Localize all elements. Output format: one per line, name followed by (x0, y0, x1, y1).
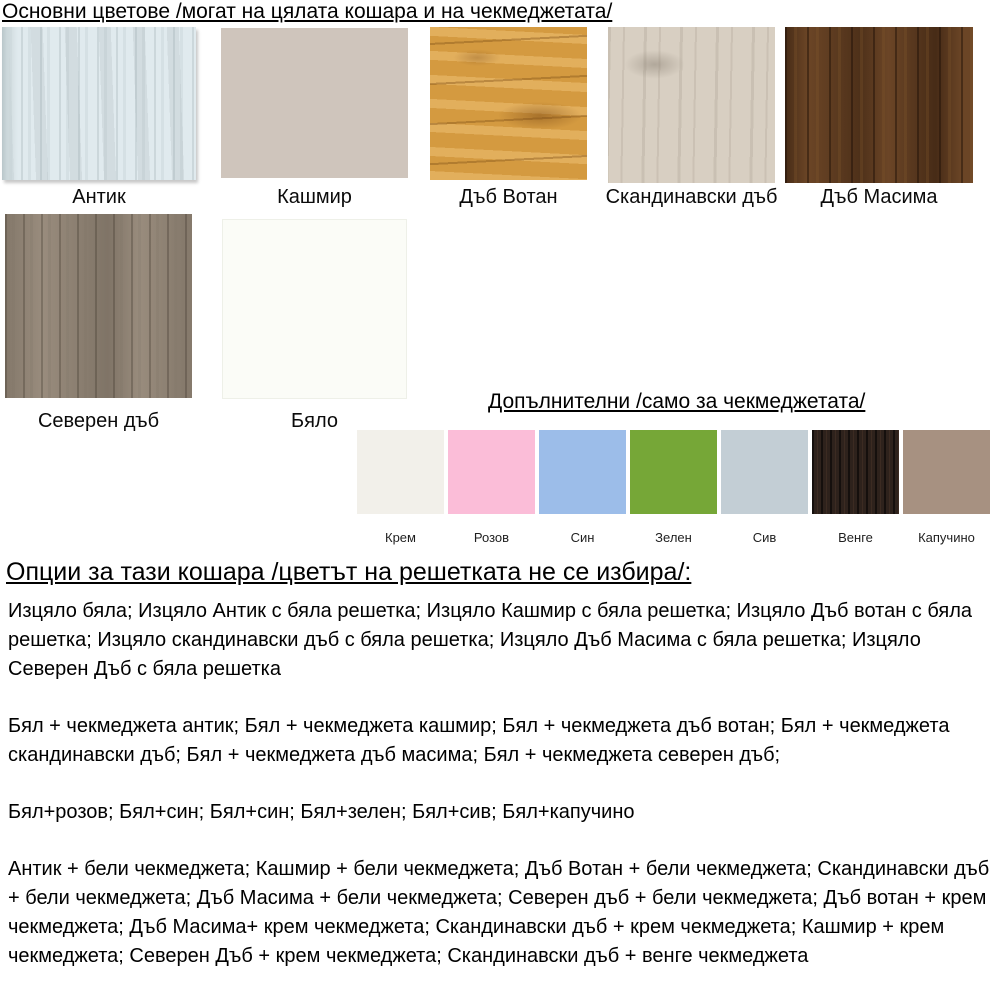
options-paragraph-1: Изцяло бяла; Изцяло Антик с бяла решетка; Изцяло Кашмир с бяла решетка; Изцяло Дъб вотан с бяла решетка; Изцяло скандинавски дъб с бяла решетка; Изцяло Дъб Масима с бяла решетка; Изцяло Северен Дъб с бяла решетка (8, 600, 972, 680)
main-swatch-bialo (222, 219, 407, 399)
additional-swatch-krem (357, 430, 444, 514)
main-colors-heading: Основни цветове /могат на цялата кошара и на чекмеджетата/ (2, 0, 613, 23)
main-swatch-votan (430, 27, 587, 180)
options-paragraph-3: Бял+розов; Бял+син; Бял+син; Бял+зелен; Бял+сив; Бял+капучино (8, 801, 635, 823)
additional-swatch-label-krem: Крем (385, 530, 416, 545)
additional-swatch-label-rozov: Розов (473, 530, 510, 545)
options-paragraph-4: Антик + бели чекмеджета; Кашмир + бели чекмеджета; Дъб Вотан + бели чекмеджета; Скандинавски дъб + бели чекмеджета; Дъб Масима + бели чекмеджета; Северен дъб + бели чекмеджета; Дъб вотан + крем чекмеджета; Дъб Масима+ крем чекмеджета; Скандинавски дъб + крем чекмеджета; Кашмир + крем чекмеджета; Северен Дъб + крем чекмеджета; Скандинавски дъб + венге чекмеджета (8, 858, 990, 967)
additional-swatch-label-zelen: Зелен (655, 530, 692, 545)
main-swatch-label-votan: Дъб Вотан (459, 186, 558, 208)
additional-swatch-label-siv: Сив (752, 530, 777, 545)
additional-swatch-venge (812, 430, 899, 514)
additional-swatch-label-sin: Син (570, 530, 595, 545)
main-swatch-kashmir (221, 28, 408, 178)
additional-swatch-label-venge: Венге (838, 530, 873, 545)
main-swatch-label-antik: Антик (72, 186, 126, 208)
main-swatch-scandi (608, 27, 775, 183)
main-swatch-antik (2, 27, 196, 180)
main-swatch-label-kashmir: Кашмир (277, 186, 352, 208)
options-heading: Опции за тази кошара /цветът на решетката не се избира/: (6, 558, 692, 586)
main-swatch-label-severen: Северен дъб (37, 410, 160, 432)
main-swatch-label-bialo: Бяло (291, 410, 338, 432)
additional-swatch-label-kapuchino: Капучино (918, 530, 975, 545)
additional-swatch-rozov (448, 430, 535, 514)
additional-swatch-siv (721, 430, 808, 514)
additional-swatch-zelen (630, 430, 717, 514)
main-swatch-masima (785, 27, 973, 183)
additional-swatch-sin (539, 430, 626, 514)
main-swatch-label-scandi: Скандинавски дъб (605, 186, 778, 208)
additional-colors-heading: Допълнителни /само за чекмеджетата/ (488, 390, 866, 413)
options-paragraph-2: Бял + чекмеджета антик; Бял + чекмеджета кашмир; Бял + чекмеджета дъб вотан; Бял + чекмеджета скандинавски дъб; Бял + чекмеджета дъб масима; Бял + чекмеджета северен дъб; (8, 715, 950, 766)
main-swatch-label-masima: Дъб Масима (820, 186, 938, 208)
main-swatch-severen (5, 214, 192, 398)
additional-swatch-kapuchino (903, 430, 990, 514)
